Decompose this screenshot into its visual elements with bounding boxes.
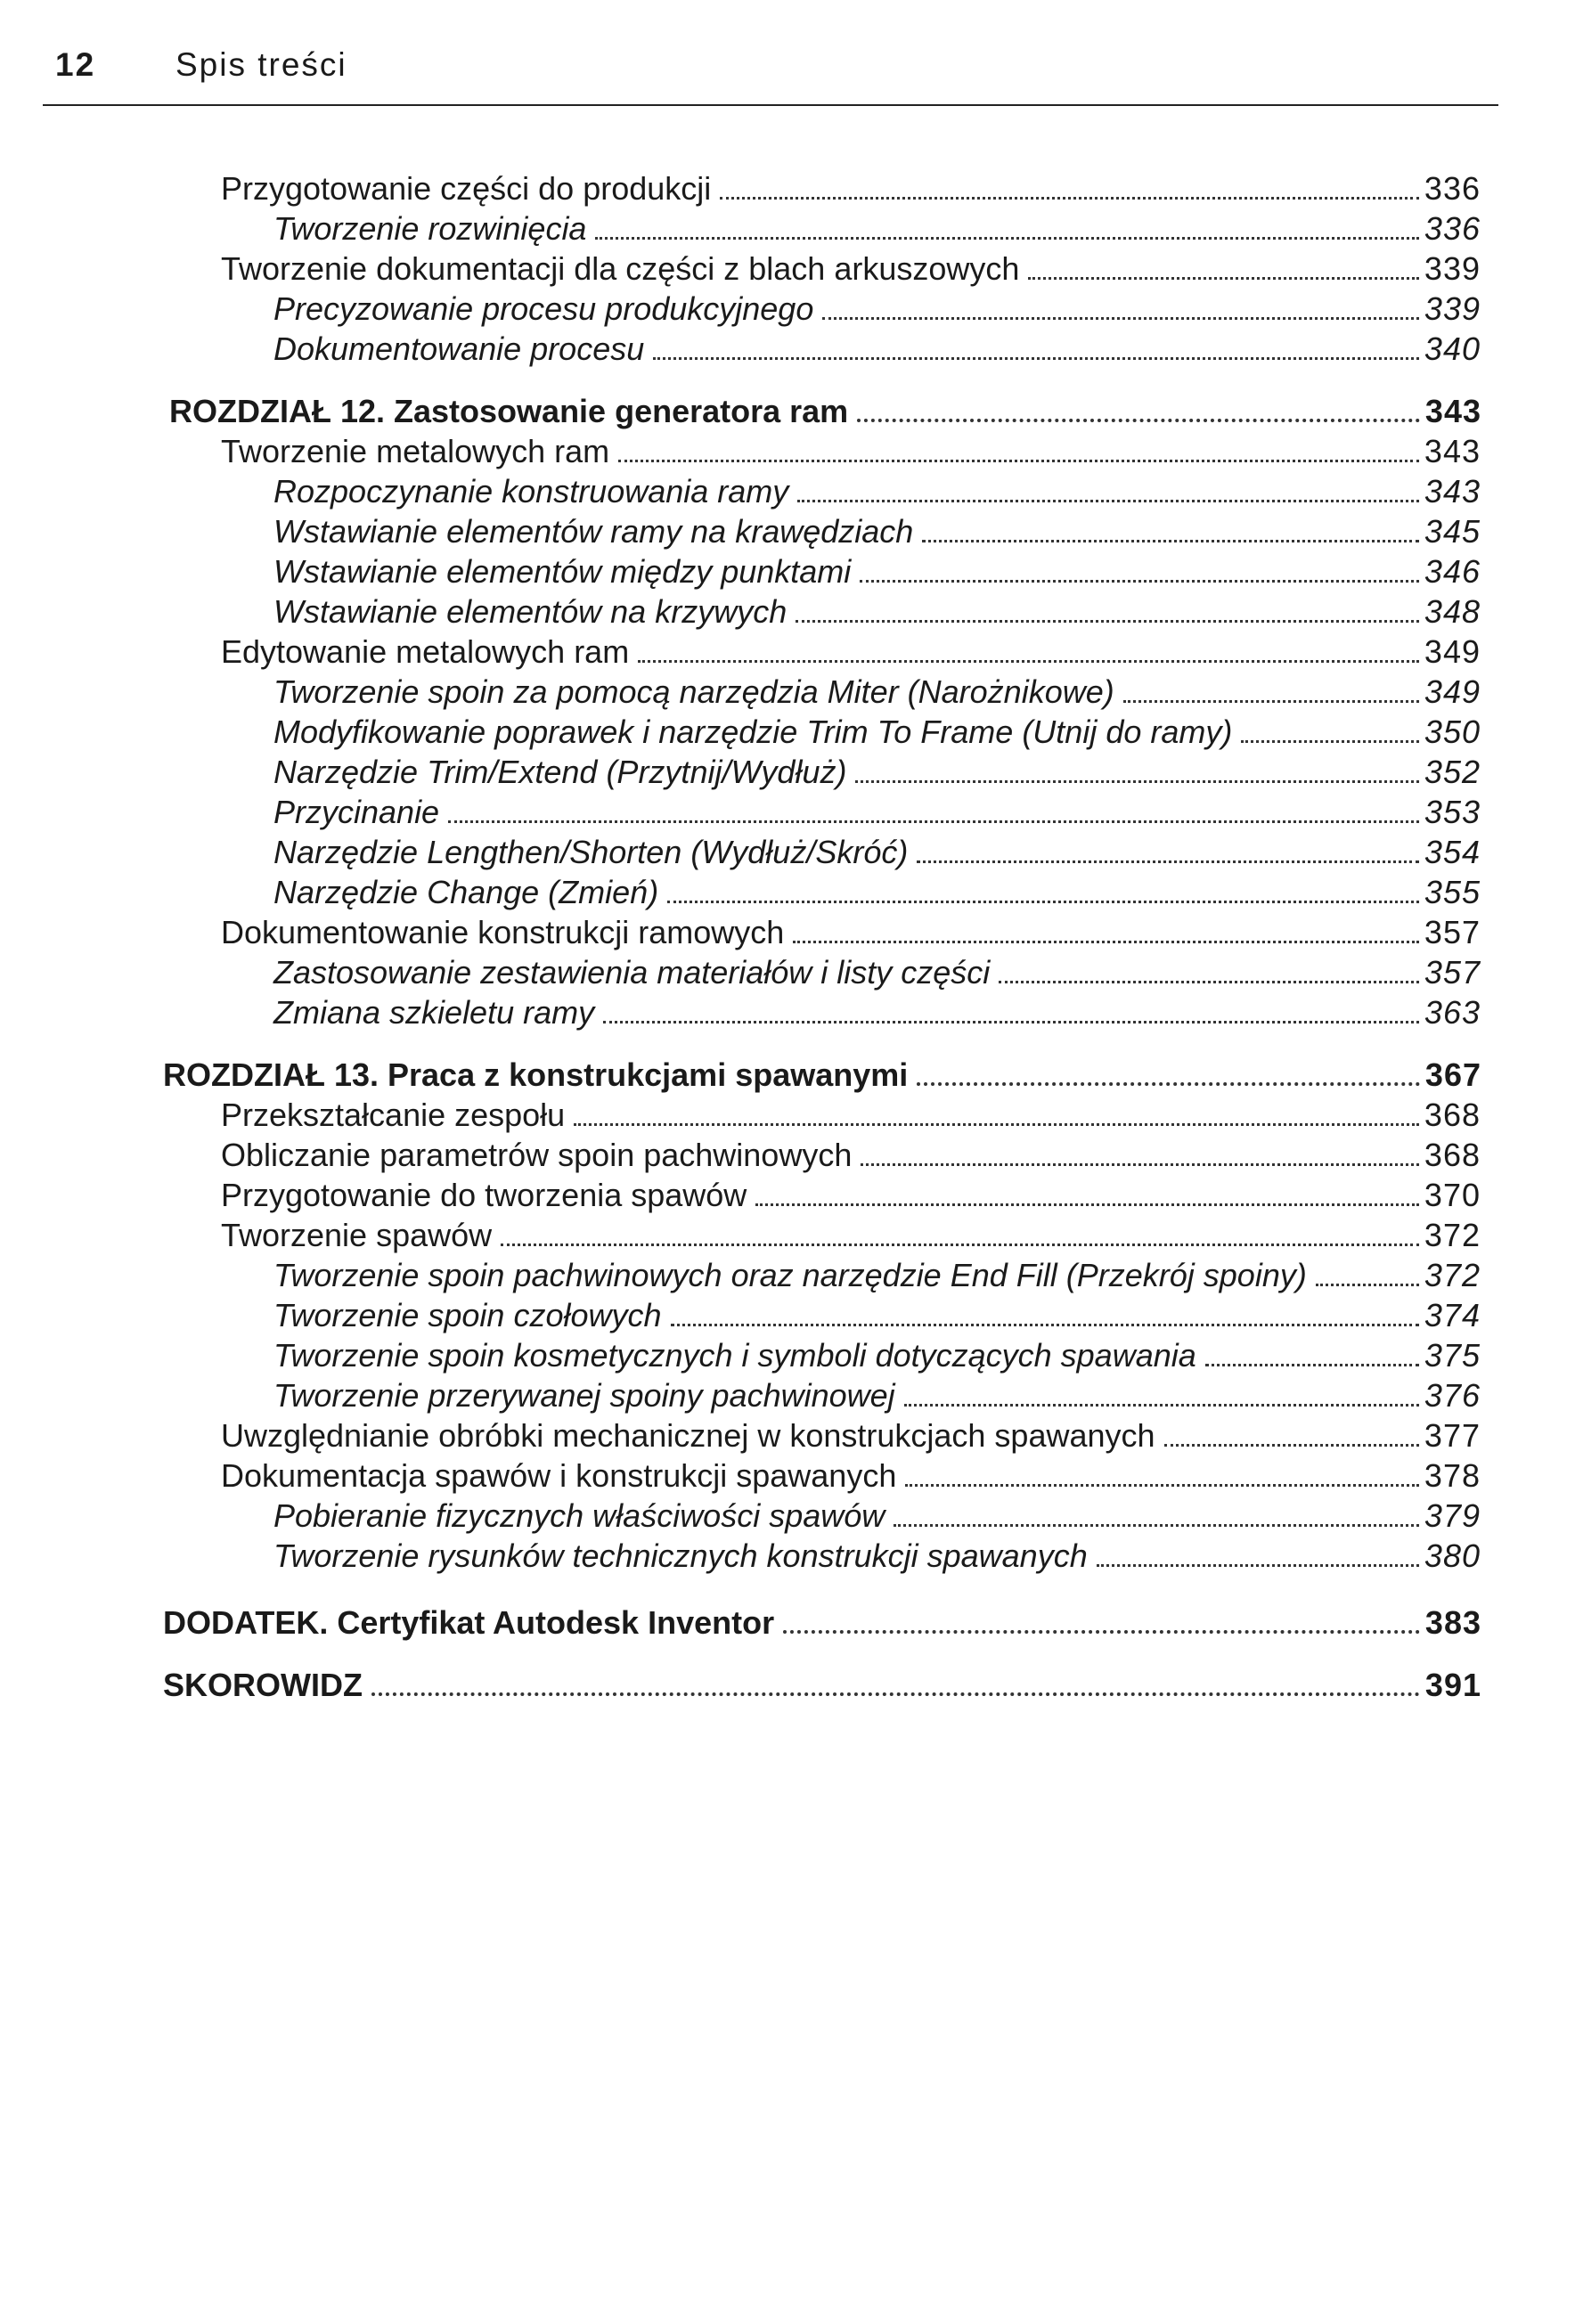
- toc-chapter-entry: [163, 1603, 1481, 1643]
- toc-entry-title: ROZDZIAŁ 13. Praca z konstrukcjami spawanymi: [163, 1056, 909, 1093]
- dot-leader: [860, 565, 1419, 591]
- toc-entry-page-number: 363: [1424, 994, 1481, 1031]
- dot-leader: [618, 444, 1419, 471]
- header-rule: [43, 104, 1498, 106]
- toc-entry-title: Dokumentacja spawów i konstrukcji spawanych: [221, 1457, 897, 1494]
- toc-entry-title: Dokumentowanie konstrukcji ramowych: [221, 914, 785, 950]
- toc-entry-title: Rozpoczynanie konstruowania ramy: [273, 473, 789, 510]
- toc-entry-title: Tworzenie spoin pachwinowych oraz narzędzie End Fill (Przekrój spoiny): [273, 1257, 1307, 1293]
- dot-leader: [904, 1389, 1419, 1415]
- toc-entry-page-number: 349: [1424, 633, 1481, 670]
- toc-entry-title: Edytowanie metalowych ram: [221, 633, 630, 670]
- dot-leader: [999, 966, 1419, 992]
- toc-entry-title: Narzędzie Trim/Extend (Przytnij/Wydłuż): [273, 754, 847, 790]
- toc-entry-title: Uwzględnianie obróbki mechanicznej w konstrukcjach spawanych: [221, 1417, 1155, 1454]
- toc-entry-title: Modyfikowanie poprawek i narzędzie Trim To Frame (Utnij do ramy): [273, 714, 1233, 750]
- toc-entry-page-number: 368: [1424, 1097, 1481, 1133]
- toc-entry-page-number: 379: [1424, 1497, 1481, 1534]
- section-title: Spis treści: [175, 46, 347, 83]
- toc-section-entry: [221, 1136, 1481, 1175]
- dot-leader: [603, 1006, 1419, 1032]
- toc-section-entry: [221, 1176, 1481, 1215]
- toc-entry-page-number: 343: [1424, 473, 1481, 510]
- toc-entry-page-number: 367: [1424, 1056, 1481, 1093]
- toc-subsection-entry: [273, 330, 1481, 369]
- toc-section-entry: [221, 432, 1481, 471]
- toc-entry-page-number: 377: [1424, 1417, 1481, 1454]
- dot-leader: [1097, 1549, 1419, 1576]
- dot-leader: [671, 1309, 1419, 1335]
- dot-leader: [793, 926, 1419, 952]
- toc-entry-title: Tworzenie spoin za pomocą narzędzia Miter (Narożnikowe): [273, 673, 1114, 710]
- toc-entry-title: Wstawianie elementów ramy na krawędziach: [273, 513, 914, 550]
- toc-subsection-entry: [273, 993, 1481, 1032]
- toc-entry-title: Zmiana szkieletu ramy: [273, 994, 595, 1031]
- toc-subsection-entry: [273, 1256, 1481, 1295]
- toc-subsection-entry: [273, 953, 1481, 992]
- toc-entry-title: Obliczanie parametrów spoin pachwinowych: [221, 1137, 853, 1173]
- toc-subsection-entry: [273, 793, 1481, 832]
- toc-entry-title: Przygotowanie do tworzenia spawów: [221, 1177, 747, 1213]
- toc-entry-title: Tworzenie spoin czołowych: [273, 1297, 662, 1333]
- dot-leader: [574, 1108, 1419, 1135]
- dot-leader: [755, 1188, 1419, 1215]
- toc-entry-title: Tworzenie spoin kosmetycznych i symboli dotyczących spawania: [273, 1337, 1196, 1374]
- dot-leader: [917, 1068, 1420, 1095]
- toc-entry-title: Zastosowanie zestawienia materiałów i listy części: [273, 954, 991, 991]
- dot-leader: [1028, 262, 1419, 289]
- toc-subsection-entry: [273, 1537, 1481, 1576]
- toc-subsection-entry: [273, 753, 1481, 792]
- toc-entry-title: Narzędzie Lengthen/Shorten (Wydłuż/Skróć): [273, 834, 909, 870]
- toc-entry-page-number: 383: [1424, 1604, 1481, 1641]
- toc-entry-title: SKOROWIDZ: [163, 1667, 363, 1703]
- toc-subsection-entry: [273, 713, 1481, 752]
- toc-section-entry: [221, 1096, 1481, 1135]
- toc-chapter-entry: [163, 1666, 1481, 1705]
- toc-entry-page-number: 374: [1424, 1297, 1481, 1333]
- toc-entry-title: Tworzenie dokumentacji dla części z blach arkuszowych: [221, 250, 1020, 287]
- toc-subsection-entry: [273, 209, 1481, 249]
- dot-leader: [905, 1469, 1419, 1496]
- toc-entry-title: Przekształcanie zespołu: [221, 1097, 566, 1133]
- toc-entry-title: Pobieranie fizycznych właściwości spawów: [273, 1497, 885, 1534]
- dot-leader: [501, 1228, 1419, 1255]
- dot-leader: [797, 485, 1419, 511]
- toc-entry-page-number: 353: [1424, 794, 1481, 830]
- toc-entry-page-number: 357: [1424, 954, 1481, 991]
- toc-entry-page-number: 372: [1424, 1217, 1481, 1253]
- toc-entry-page-number: 380: [1424, 1537, 1481, 1574]
- toc-subsection-entry: [273, 512, 1481, 551]
- toc-subsection-entry: [273, 833, 1481, 872]
- toc-entry-page-number: 343: [1424, 433, 1481, 469]
- dot-leader: [667, 885, 1419, 912]
- toc-entry-title: Narzędzie Change (Zmień): [273, 874, 659, 910]
- dot-leader: [638, 645, 1419, 672]
- toc-entry-title: Tworzenie rysunków technicznych konstrukcji spawanych: [273, 1537, 1088, 1574]
- toc-section-entry: [221, 249, 1481, 289]
- dot-leader: [861, 1148, 1419, 1175]
- toc-subsection-entry: [273, 472, 1481, 511]
- toc-entry-page-number: 349: [1424, 673, 1481, 710]
- toc-subsection-entry: [273, 552, 1481, 591]
- toc-entry-page-number: 368: [1424, 1137, 1481, 1173]
- page-number: 12: [55, 46, 96, 83]
- toc-entry-page-number: 370: [1424, 1177, 1481, 1213]
- toc-entry-page-number: 340: [1424, 330, 1481, 367]
- toc-entry-title: Dokumentowanie procesu: [273, 330, 645, 367]
- toc-section-entry: [221, 1216, 1481, 1255]
- dot-leader: [855, 765, 1418, 792]
- dot-leader: [917, 845, 1419, 872]
- toc-subsection-entry: [273, 1496, 1481, 1536]
- toc-entry-title: Wstawianie elementów między punktami: [273, 553, 852, 590]
- toc-section-entry: [221, 1416, 1481, 1456]
- dot-leader: [783, 1616, 1420, 1643]
- toc-entry-page-number: 343: [1424, 393, 1481, 429]
- toc-entry-page-number: 357: [1424, 914, 1481, 950]
- toc-entry-title: Przygotowanie części do produkcji: [221, 170, 712, 207]
- toc-entry-page-number: 354: [1424, 834, 1481, 870]
- toc-entry-page-number: 376: [1424, 1377, 1481, 1414]
- toc-subsection-entry: [273, 1336, 1481, 1375]
- toc-entry-page-number: 336: [1424, 170, 1481, 207]
- toc-entry-page-number: 375: [1424, 1337, 1481, 1374]
- toc-subsection-entry: [273, 673, 1481, 712]
- toc-subsection-entry: [273, 1376, 1481, 1415]
- toc-entry-title: Tworzenie metalowych ram: [221, 433, 610, 469]
- dot-leader: [720, 182, 1419, 208]
- toc-entry-page-number: 346: [1424, 553, 1481, 590]
- toc-chapter-entry: [169, 392, 1481, 431]
- toc-section-entry: [221, 632, 1481, 672]
- toc-entry-page-number: 339: [1424, 250, 1481, 287]
- toc-entry-title: Tworzenie spawów: [221, 1217, 493, 1253]
- toc-section-entry: [221, 169, 1481, 208]
- dot-leader: [1241, 725, 1419, 752]
- dot-leader: [1316, 1268, 1419, 1295]
- toc-entry-page-number: 350: [1424, 714, 1481, 750]
- toc-subsection-entry: [273, 873, 1481, 912]
- toc-subsection-entry: [273, 289, 1481, 329]
- toc-entry-title: ROZDZIAŁ 12. Zastosowanie generatora ram: [169, 393, 849, 429]
- toc-entry-page-number: 378: [1424, 1457, 1481, 1494]
- toc-entry-page-number: 391: [1424, 1667, 1481, 1703]
- dot-leader: [595, 222, 1418, 249]
- toc-entry-page-number: 372: [1424, 1257, 1481, 1293]
- toc-entry-page-number: 336: [1424, 210, 1481, 247]
- running-header: [55, 46, 1498, 96]
- dot-leader: [371, 1678, 1420, 1705]
- dot-leader: [653, 342, 1419, 369]
- toc-entry-title: Wstawianie elementów na krzywych: [273, 593, 788, 630]
- dot-leader: [922, 525, 1419, 551]
- toc-entry-page-number: 339: [1424, 290, 1481, 327]
- toc-entry-page-number: 345: [1424, 513, 1481, 550]
- toc-entry-page-number: 355: [1424, 874, 1481, 910]
- dot-leader: [448, 805, 1419, 832]
- toc-entry-title: Precyzowanie procesu produkcyjnego: [273, 290, 814, 327]
- dot-leader: [796, 605, 1419, 632]
- dot-leader: [857, 404, 1420, 431]
- dot-leader: [822, 302, 1419, 329]
- toc-section-entry: [221, 1456, 1481, 1496]
- toc-subsection-entry: [273, 592, 1481, 632]
- toc-chapter-entry: [163, 1056, 1481, 1095]
- toc-entry-title: Przycinanie: [273, 794, 440, 830]
- dot-leader: [1205, 1349, 1419, 1375]
- dot-leader: [1123, 685, 1419, 712]
- toc-subsection-entry: [273, 1296, 1481, 1335]
- dot-leader: [1164, 1429, 1419, 1456]
- toc-section-entry: [221, 913, 1481, 952]
- toc-entry-title: DODATEK. Certyfikat Autodesk Inventor: [163, 1604, 775, 1641]
- toc-entry-title: Tworzenie rozwinięcia: [273, 210, 587, 247]
- toc-entry-page-number: 352: [1424, 754, 1481, 790]
- toc-entry-title: Tworzenie przerywanej spoiny pachwinowej: [273, 1377, 895, 1414]
- toc-entry-page-number: 348: [1424, 593, 1481, 630]
- dot-leader: [894, 1509, 1419, 1536]
